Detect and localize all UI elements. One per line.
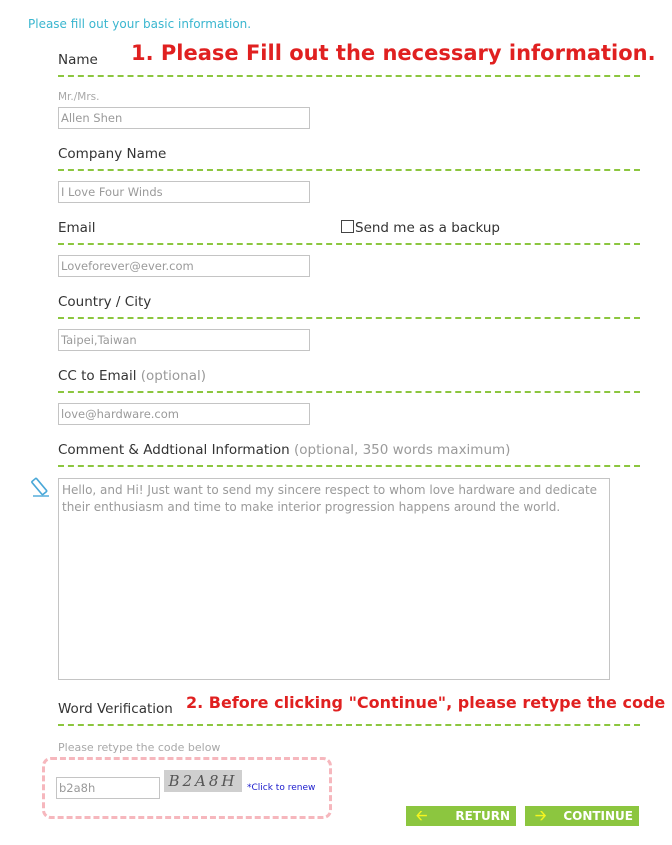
cc-optional-text: (optional) [140,368,206,384]
divider [58,317,640,319]
country-label: Country / City [58,294,152,310]
comment-label [58,442,510,458]
pencil-icon [30,476,52,498]
retype-callout: 2. Before clicking "Continue", please retype the code [186,693,666,712]
return-button-label: RETURN [455,809,510,823]
arrow-left-icon: 🡠 [416,808,428,824]
cc-label [58,368,206,384]
backup-label: Send me as a backup [355,220,500,236]
return-button[interactable] [406,806,516,826]
divider [58,391,640,393]
comment-optional-text: (optional, 350 words maximum) [294,442,511,458]
country-input[interactable] [58,329,310,351]
divider [58,243,640,245]
continue-button[interactable] [525,806,639,826]
email-label: Email [58,220,96,236]
arrow-right-icon: 🡢 [535,808,547,824]
cc-label-text: CC to Email [58,368,137,384]
company-label: Company Name [58,146,167,162]
company-input[interactable] [58,181,310,203]
email-input[interactable] [58,255,310,277]
divider [58,169,640,171]
verification-label: Word Verification [58,701,173,717]
comment-textarea[interactable] [58,478,610,680]
intro-text: Please fill out your basic information. [28,17,252,31]
name-label: Name [58,52,98,68]
backup-checkbox[interactable] [341,220,354,233]
cc-input[interactable] [58,403,310,425]
continue-button-label: CONTINUE [563,809,633,823]
divider [58,724,640,726]
verification-input[interactable] [56,777,160,799]
title-sub-label: Mr./Mrs. [58,91,100,103]
instruction-callout: 1. Please Fill out the necessary information. [131,41,656,65]
divider [58,75,640,77]
captcha-image: B2A8H [164,770,242,792]
divider [58,465,640,467]
name-input[interactable] [58,107,310,129]
verification-hint: Please retype the code below [58,741,221,754]
comment-label-text: Comment & Addtional Information [58,442,290,458]
renew-captcha-link[interactable]: *Click to renew [247,783,316,793]
